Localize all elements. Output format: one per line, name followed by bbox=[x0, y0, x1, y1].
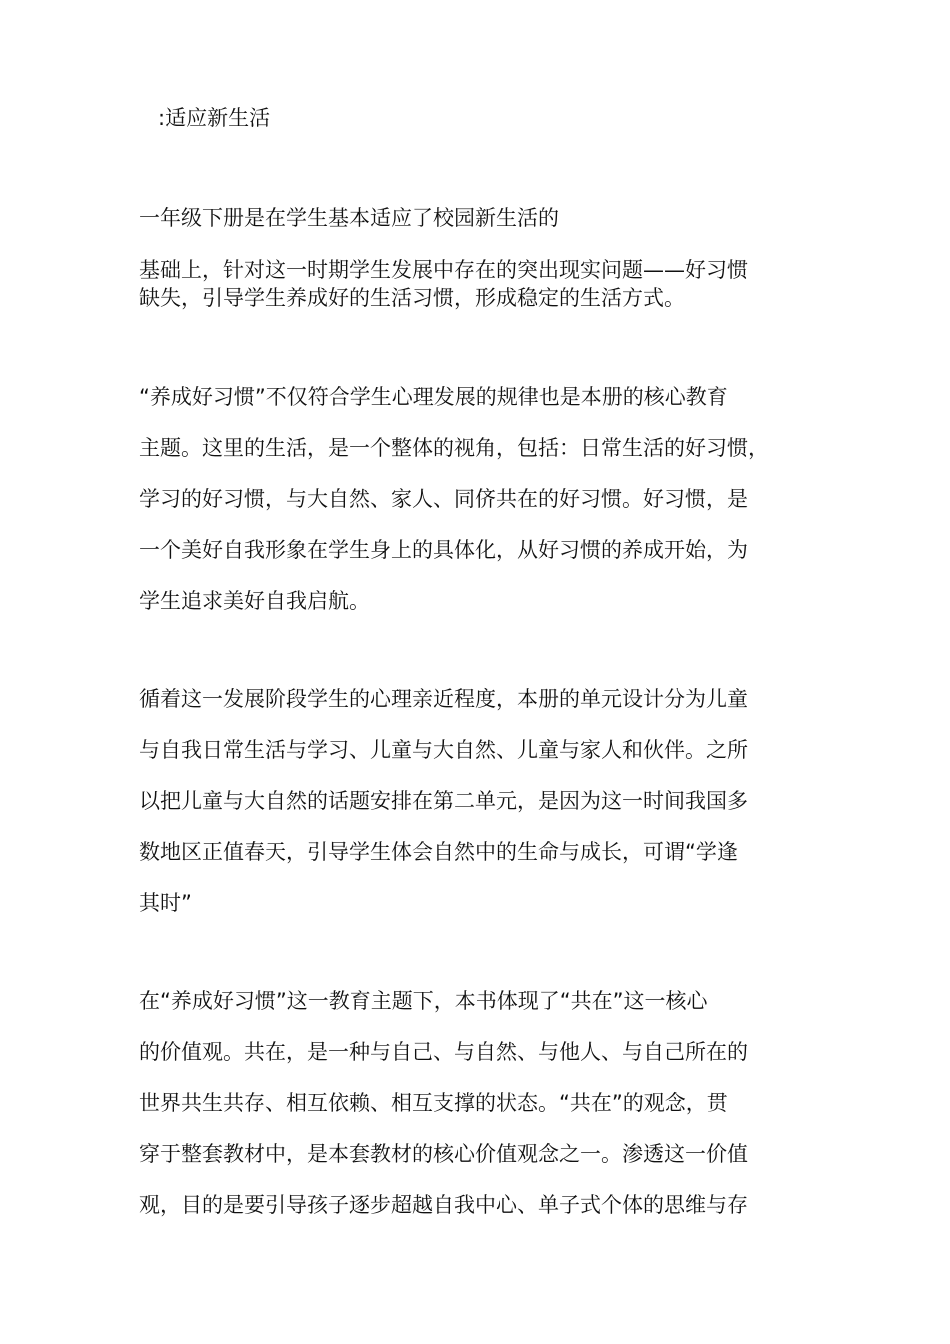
paragraph-1 bbox=[139, 204, 819, 232]
text-line: 以把儿童与大自然的话题安排在第二单元，是因为这一时间我国多 bbox=[139, 789, 748, 813]
text-line: 学习的好习惯，与大自然、家人、同侪共在的好习惯。好习惯，是 bbox=[139, 487, 748, 511]
text-line: 世界共生共存、相互依赖、相互支撑的状态。“共在”的观念，贯 bbox=[139, 1091, 728, 1115]
paragraph-2 bbox=[139, 256, 819, 312]
text-line: 与自我日常生活与学习、儿童与大自然、儿童与家人和伙伴。之所 bbox=[139, 738, 748, 762]
text-line: 穿于整套教材中，是本套教材的核心价值观念之一。渗透这一价值 bbox=[139, 1142, 748, 1166]
text-line: 的价值观。共在，是一种与自己、与自然、与他人、与自己所在的 bbox=[139, 1040, 748, 1064]
paragraph-3 bbox=[139, 372, 819, 627]
text-line: 观，目的是要引导孩子逐步超越自我中心、单子式个体的思维与存 bbox=[139, 1193, 748, 1217]
text-line: 数地区正值春天，引导学生体会自然中的生命与成长，可谓“学逢 bbox=[139, 840, 738, 864]
text-line: 主题。这里的生活，是一个整体的视角，包括：日常生活的好习惯， bbox=[139, 436, 769, 460]
text-line: 学生追求美好自我启航。 bbox=[139, 589, 370, 613]
text-line: 缺失，引导学生养成好的生活习惯，形成稳定的生活方式。 bbox=[139, 286, 685, 310]
text-line: 其时” bbox=[139, 891, 192, 915]
text-line: 基础上，针对这一时期学生发展中存在的突出现实问题——好习惯 bbox=[139, 258, 748, 282]
text-line: 循着这一发展阶段学生的心理亲近程度，本册的单元设计分为儿童 bbox=[139, 687, 748, 711]
text-line: 一年级下册是在学生基本适应了校园新生活的 bbox=[139, 206, 559, 230]
text-line: “养成好习惯”不仅符合学生心理发展的规律也是本册的核心教育 bbox=[139, 385, 728, 409]
text-line: 一个美好自我形象在学生身上的具体化，从好习惯的养成开始，为 bbox=[139, 538, 748, 562]
paragraph-5 bbox=[139, 976, 819, 1231]
section-heading: :适应新生活 bbox=[158, 106, 271, 130]
text-line: 在“养成好习惯”这一教育主题下，本书体现了“共在”这一核心 bbox=[139, 989, 708, 1013]
paragraph-4 bbox=[139, 674, 819, 929]
